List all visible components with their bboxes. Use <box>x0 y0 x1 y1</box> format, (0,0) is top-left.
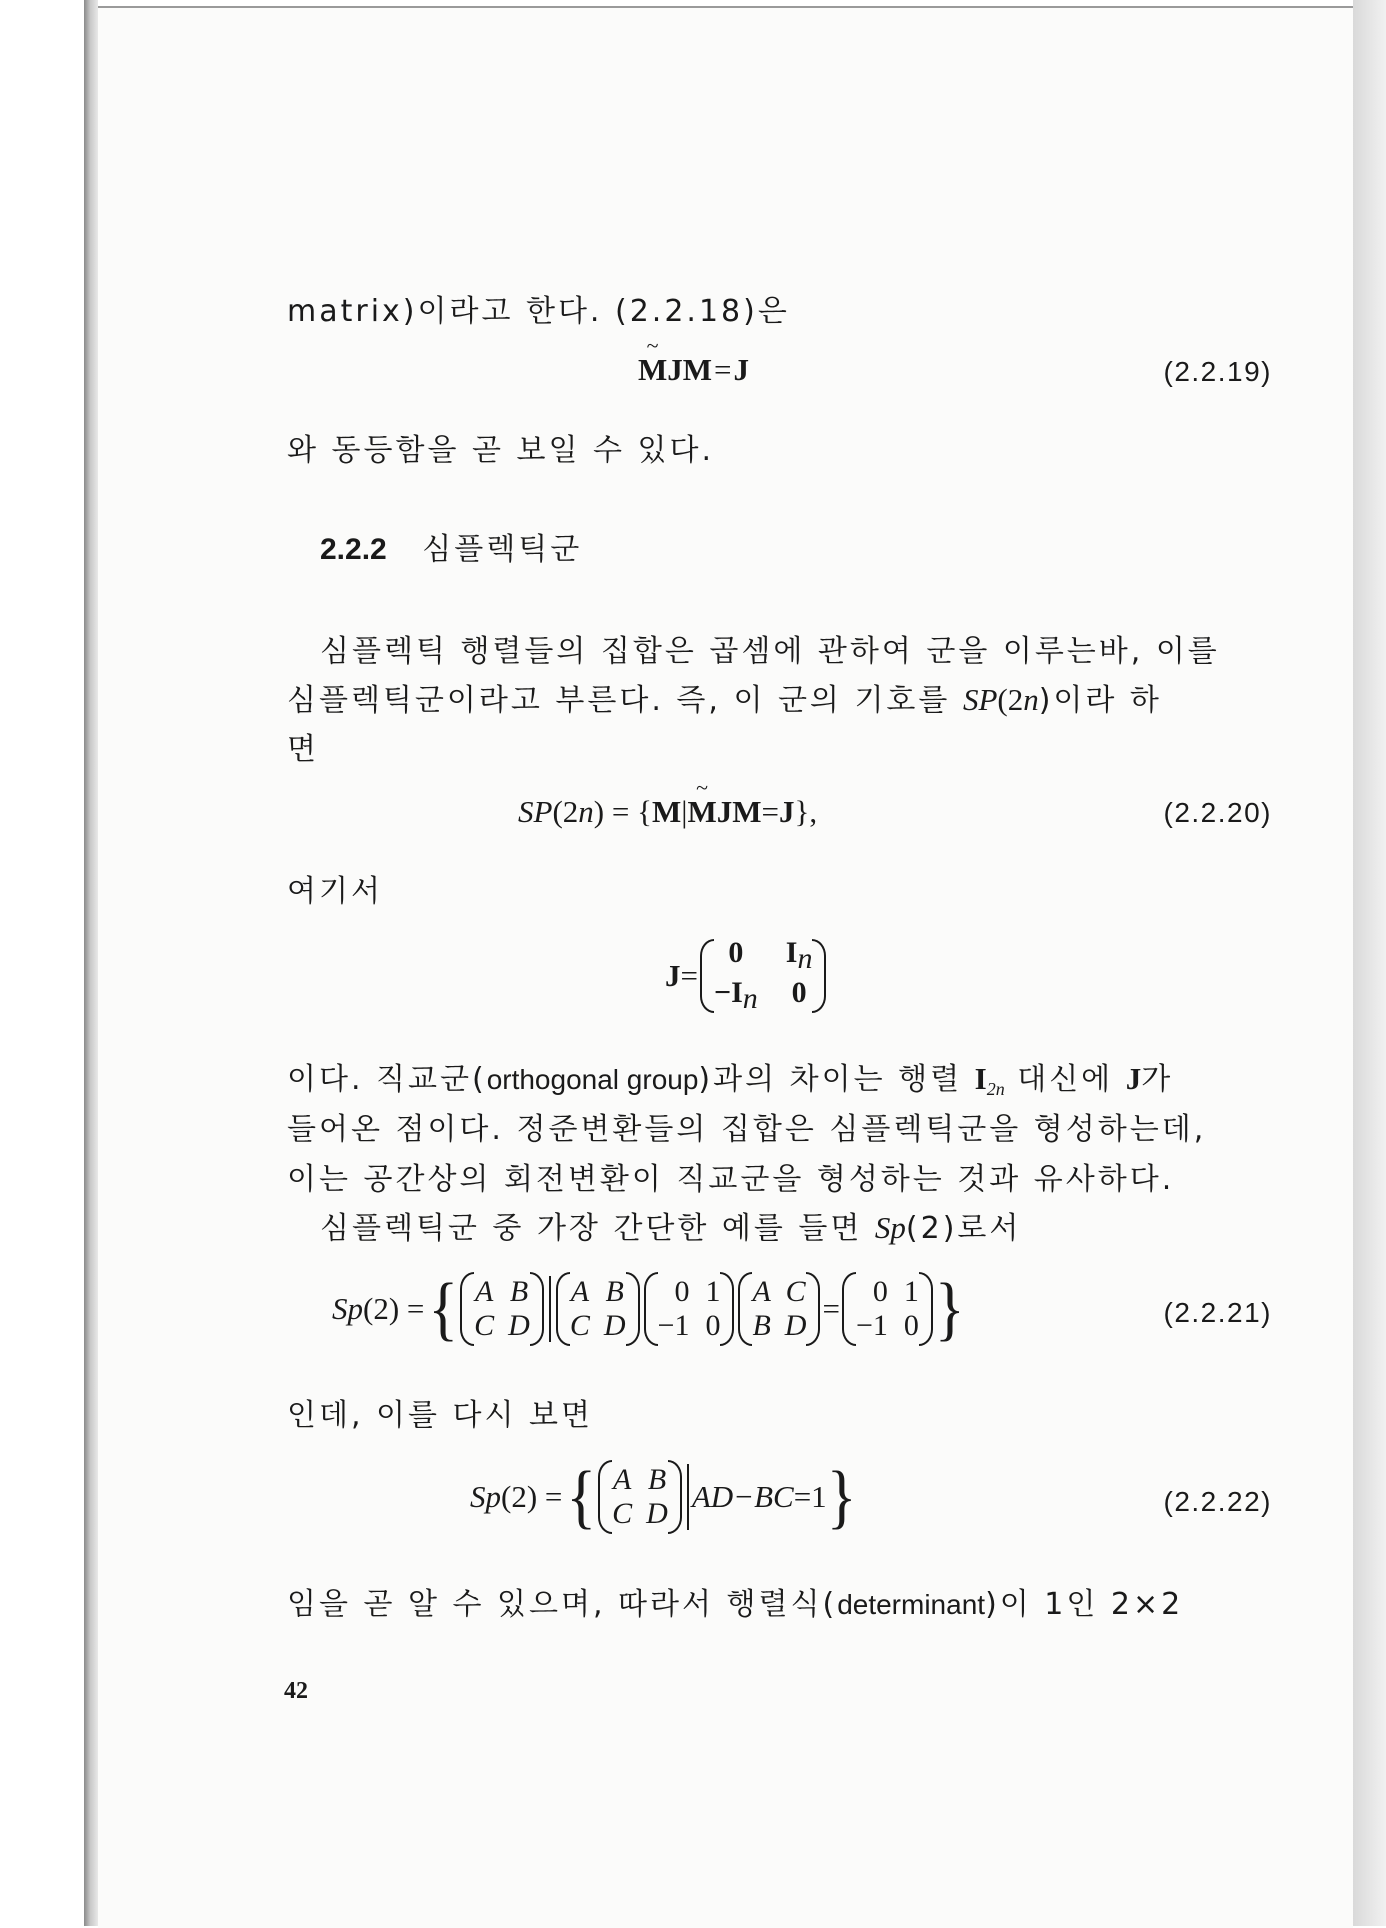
equation-2-2-21 <box>332 1269 965 1349</box>
eq22-matrix <box>598 1460 682 1534</box>
para2-l1a: 이다. 직교군( <box>287 1062 487 1097</box>
cell-one: 1 <box>903 1275 919 1308</box>
cell-minus-one: −1 <box>657 1309 690 1342</box>
eqj-m22: 0 <box>791 976 807 1009</box>
para2-line2: 들어온 점이다. 정준변환들의 집합은 심플렉틱군을 형성하는데, <box>287 1112 1207 1147</box>
text-line-1-content: matrix)이라고 한다. (2.2.18)은 <box>287 294 790 329</box>
eq21-equals: = <box>822 1291 840 1326</box>
eq21-grid-1 <box>474 1275 530 1343</box>
last-line-c: )이 1인 2×2 <box>985 1587 1184 1622</box>
cell-a: A <box>570 1275 590 1308</box>
eq20-n: n <box>578 794 594 829</box>
para2-line3: 이는 공간상의 회전변환이 직교군을 형성하는 것과 유사하다. <box>287 1162 1175 1197</box>
eqj-m21-i: −I <box>713 976 743 1009</box>
cell-c: C <box>474 1309 495 1342</box>
cell-b: B <box>605 1275 624 1308</box>
eq22-open-brace: { <box>566 1457 597 1537</box>
eq20-sp: SP <box>518 794 553 829</box>
eqj-m12-i: I <box>785 936 798 969</box>
eq22-close-brace: } <box>826 1457 857 1537</box>
cell-zero: 0 <box>872 1275 888 1308</box>
equation-2-2-19 <box>638 352 749 388</box>
para2-l1e: 대신에 <box>1004 1062 1126 1097</box>
eq21-matrix-4 <box>738 1272 820 1346</box>
eq22-lhs: (2) = <box>501 1479 563 1514</box>
right-paren <box>668 1460 682 1534</box>
cell-zero: 0 <box>674 1275 690 1308</box>
eq21-grid-2 <box>570 1275 626 1343</box>
eq19-j: J <box>733 352 750 387</box>
eq20-m-tilde: ~ M <box>687 794 716 830</box>
last-determinant: determinant <box>837 1589 986 1620</box>
cell-d: D <box>784 1309 807 1342</box>
cell-c: C <box>569 1309 590 1342</box>
eq21-matrix-5 <box>842 1272 933 1346</box>
right-paren <box>806 1272 820 1346</box>
eq22-condition: AD−BC <box>691 1479 794 1514</box>
right-paren <box>626 1272 640 1346</box>
text-line-1 <box>287 286 790 330</box>
left-paren <box>460 1272 474 1346</box>
eq21-grid-4 <box>752 1275 806 1343</box>
para2-i: I <box>974 1061 987 1096</box>
para2-l4c: (2)로서 <box>905 1211 1022 1246</box>
text-line-2: 와 동등함을 곧 보일 수 있다. <box>287 433 714 468</box>
para2-l1g: 가 <box>1141 1062 1174 1097</box>
cell-minus-one: −1 <box>855 1309 888 1342</box>
para2-l4a: 심플렉틱군 중 가장 간단한 예를 들면 <box>320 1211 875 1246</box>
cell-b: B <box>752 1309 771 1342</box>
para2-line1 <box>287 1054 1173 1100</box>
last-line-a: 임을 곧 알 수 있으며, 따라서 행렬식( <box>287 1587 838 1622</box>
cell-zero: 0 <box>903 1309 919 1342</box>
cell-a: A <box>613 1463 632 1496</box>
right-paren <box>812 939 826 1013</box>
eqj-m21-sub: n <box>742 982 758 1015</box>
right-paren <box>720 1272 734 1346</box>
page-right-edge <box>1353 0 1386 1926</box>
left-paren <box>738 1272 752 1346</box>
cell-zero: 0 <box>705 1309 721 1342</box>
eqj-equals: = <box>680 958 698 993</box>
cell-c: C <box>785 1275 806 1308</box>
eq20-bar: | <box>681 794 688 829</box>
eq21-set-bar <box>549 1276 551 1342</box>
scan-background-left <box>0 0 84 1926</box>
left-paren <box>700 939 714 1013</box>
cell-d: D <box>508 1309 530 1342</box>
equation-2-2-22 <box>470 1457 857 1537</box>
equation-2-2-20 <box>518 794 817 830</box>
para2-l1c: )과의 차이는 행렬 <box>698 1062 975 1097</box>
eqj-m12 <box>786 936 813 976</box>
cell-one: 1 <box>705 1275 721 1308</box>
text-yeogiseo: 여기서 <box>287 874 383 909</box>
eq21-open-brace: { <box>428 1269 459 1349</box>
eq21-grid-3 <box>658 1275 721 1343</box>
para2-j: J <box>1125 1061 1142 1096</box>
eq21-grid-5 <box>856 1275 919 1343</box>
eqj-m21 <box>714 976 758 1016</box>
text-inde: 인데, 이를 다시 보면 <box>287 1398 593 1433</box>
eq20-jm: JM <box>716 794 762 829</box>
left-paren <box>598 1460 612 1534</box>
para1-line2 <box>287 675 1162 719</box>
eq21-lhs: (2) = <box>363 1291 425 1326</box>
right-paren <box>530 1272 544 1346</box>
eq19-m-tilde: ~ M <box>638 352 667 388</box>
eq22-grid <box>612 1463 668 1531</box>
para1-line2-a: 심플렉틱군이라고 부른다. 즉, 이 군의 기호를 <box>287 683 963 718</box>
eqj-m11: 0 <box>728 936 744 969</box>
page-number: 42 <box>284 1678 308 1704</box>
eq21-sp: Sp <box>332 1291 363 1326</box>
equation-number-2-2-19: (2.2.19) <box>1163 356 1272 387</box>
eq21-matrix-1 <box>460 1272 544 1346</box>
eq21-matrix-2 <box>556 1272 640 1346</box>
eq19-equals: = <box>714 352 732 387</box>
para1-line2-e: )이라 하 <box>1038 683 1162 718</box>
para1-line3: 면 <box>287 732 319 767</box>
eq20-close: }, <box>794 794 818 829</box>
left-paren <box>644 1272 658 1346</box>
para2-line4 <box>320 1203 1021 1247</box>
cell-d: D <box>603 1309 626 1342</box>
cell-b: B <box>509 1275 529 1308</box>
section-number: 2.2.2 <box>320 533 387 566</box>
equation-number-2-2-22: (2.2.22) <box>1163 1486 1272 1517</box>
cell-a: A <box>475 1275 494 1308</box>
eq21-matrix-3 <box>644 1272 735 1346</box>
eq20-m: M <box>651 794 682 829</box>
eq20-equals: = <box>761 794 779 829</box>
left-paren <box>556 1272 570 1346</box>
eq22-set-bar <box>687 1464 689 1530</box>
para1-line1: 심플렉틱 행렬들의 집합은 곱셈에 관하여 군을 이루는바, 이를 <box>320 634 1220 669</box>
book-spine-shadow <box>84 0 98 1926</box>
section-heading <box>320 524 582 568</box>
eqj-j: J <box>665 958 681 993</box>
eq20-paren: (2 <box>552 794 579 829</box>
eq19-jm: JM <box>667 352 713 387</box>
para2-orthogonal: orthogonal group <box>486 1064 699 1095</box>
para2-sp: Sp <box>874 1210 906 1245</box>
eq22-sp: Sp <box>470 1479 501 1514</box>
eqj-matrix <box>700 936 826 1016</box>
para1-paren: (2 <box>997 682 1024 717</box>
eq20-open: ) = { <box>593 794 652 829</box>
para1-n: n <box>1023 682 1039 717</box>
cell-d: D <box>646 1497 668 1530</box>
equation-j-matrix <box>665 936 828 1016</box>
section-title: 심플렉틱군 <box>422 532 583 567</box>
para2-i-sub: 2n <box>986 1079 1005 1099</box>
cell-c: C <box>612 1497 633 1530</box>
eq22-equals-one: =1 <box>793 1479 827 1514</box>
cell-a: A <box>752 1275 771 1308</box>
cell-b: B <box>647 1463 667 1496</box>
left-paren <box>842 1272 856 1346</box>
eqj-grid <box>714 936 812 1016</box>
equation-number-2-2-21: (2.2.21) <box>1163 1297 1272 1328</box>
eq20-j: J <box>778 794 795 829</box>
eq21-close-brace: } <box>934 1269 965 1349</box>
para1-sp: SP <box>962 682 998 717</box>
text-last-line <box>287 1579 1183 1623</box>
right-paren <box>919 1272 933 1346</box>
eqj-m12-sub: n <box>797 942 813 975</box>
equation-number-2-2-20: (2.2.20) <box>1163 797 1272 828</box>
